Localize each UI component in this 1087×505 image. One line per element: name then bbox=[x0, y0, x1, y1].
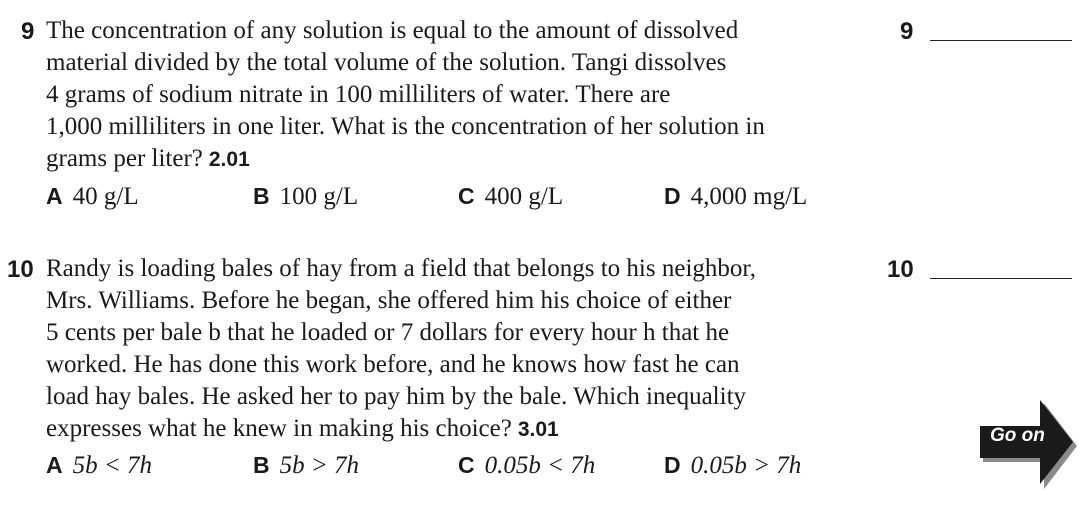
question-number: 9 bbox=[21, 18, 35, 45]
choice-text: 0.05b < 7h bbox=[484, 452, 596, 479]
choice-a[interactable] bbox=[46, 452, 152, 480]
choice-b[interactable] bbox=[253, 452, 359, 480]
choice-text: 5b < 7h bbox=[72, 452, 152, 479]
choice-text: 100 g/L bbox=[279, 183, 359, 210]
answer-number: 9 bbox=[900, 18, 914, 45]
choice-d[interactable] bbox=[664, 452, 801, 480]
question-text-line: The concentration of any solution is equal to the amount of dissolved bbox=[46, 17, 739, 44]
choice-d[interactable] bbox=[664, 183, 807, 211]
question-text-line bbox=[46, 415, 559, 444]
question-text-line: 4 grams of sodium nitrate in 100 milliliters of water. There are bbox=[46, 81, 671, 108]
standard-code: 2.01 bbox=[208, 148, 250, 171]
answer-blank[interactable] bbox=[930, 40, 1072, 41]
choice-letter: D bbox=[664, 183, 681, 209]
choice-letter: A bbox=[46, 452, 63, 478]
go-on-label[interactable]: Go on bbox=[990, 425, 1045, 446]
choice-c[interactable] bbox=[458, 452, 595, 480]
choice-c[interactable] bbox=[458, 183, 563, 211]
question-text-line: worked. He has done this work before, and he knows how fast he can bbox=[46, 351, 740, 378]
question-number: 10 bbox=[7, 256, 34, 283]
choice-text: 5b > 7h bbox=[279, 452, 359, 479]
choice-a[interactable] bbox=[46, 183, 139, 211]
question-text-line: Mrs. Williams. Before he began, she offered him his choice of either bbox=[46, 287, 732, 314]
question-text-line: 5 cents per bale b that he loaded or 7 dollars for every hour h that he bbox=[46, 319, 730, 346]
choice-letter: D bbox=[664, 452, 681, 478]
choice-text: 0.05b > 7h bbox=[690, 452, 802, 479]
choice-letter: B bbox=[253, 452, 270, 478]
answer-blank[interactable] bbox=[930, 278, 1072, 279]
question-text-last: grams per liter? bbox=[46, 145, 203, 172]
question-text-line: load hay bales. He asked her to pay him by the bale. Which inequality bbox=[46, 383, 747, 410]
choice-b[interactable] bbox=[253, 183, 358, 211]
choice-letter: A bbox=[46, 183, 63, 209]
question-text-line: Randy is loading bales of hay from a field that belongs to his neighbor, bbox=[46, 255, 756, 282]
question-text-line: material divided by the total volume of the solution. Tangi dissolves bbox=[46, 49, 727, 76]
choice-letter: C bbox=[458, 183, 475, 209]
question-text-line bbox=[46, 145, 250, 174]
choice-text: 400 g/L bbox=[484, 183, 564, 210]
choice-letter: C bbox=[458, 452, 475, 478]
choice-letter: B bbox=[253, 183, 270, 209]
standard-code: 3.01 bbox=[517, 418, 559, 441]
question-text-last: expresses what he knew in making his choice? bbox=[46, 415, 512, 442]
question-text-line: 1,000 milliliters in one liter. What is the concentration of her solution in bbox=[46, 113, 765, 140]
choice-text: 4,000 mg/L bbox=[690, 183, 808, 210]
choice-text: 40 g/L bbox=[72, 183, 139, 210]
answer-number: 10 bbox=[887, 256, 914, 283]
